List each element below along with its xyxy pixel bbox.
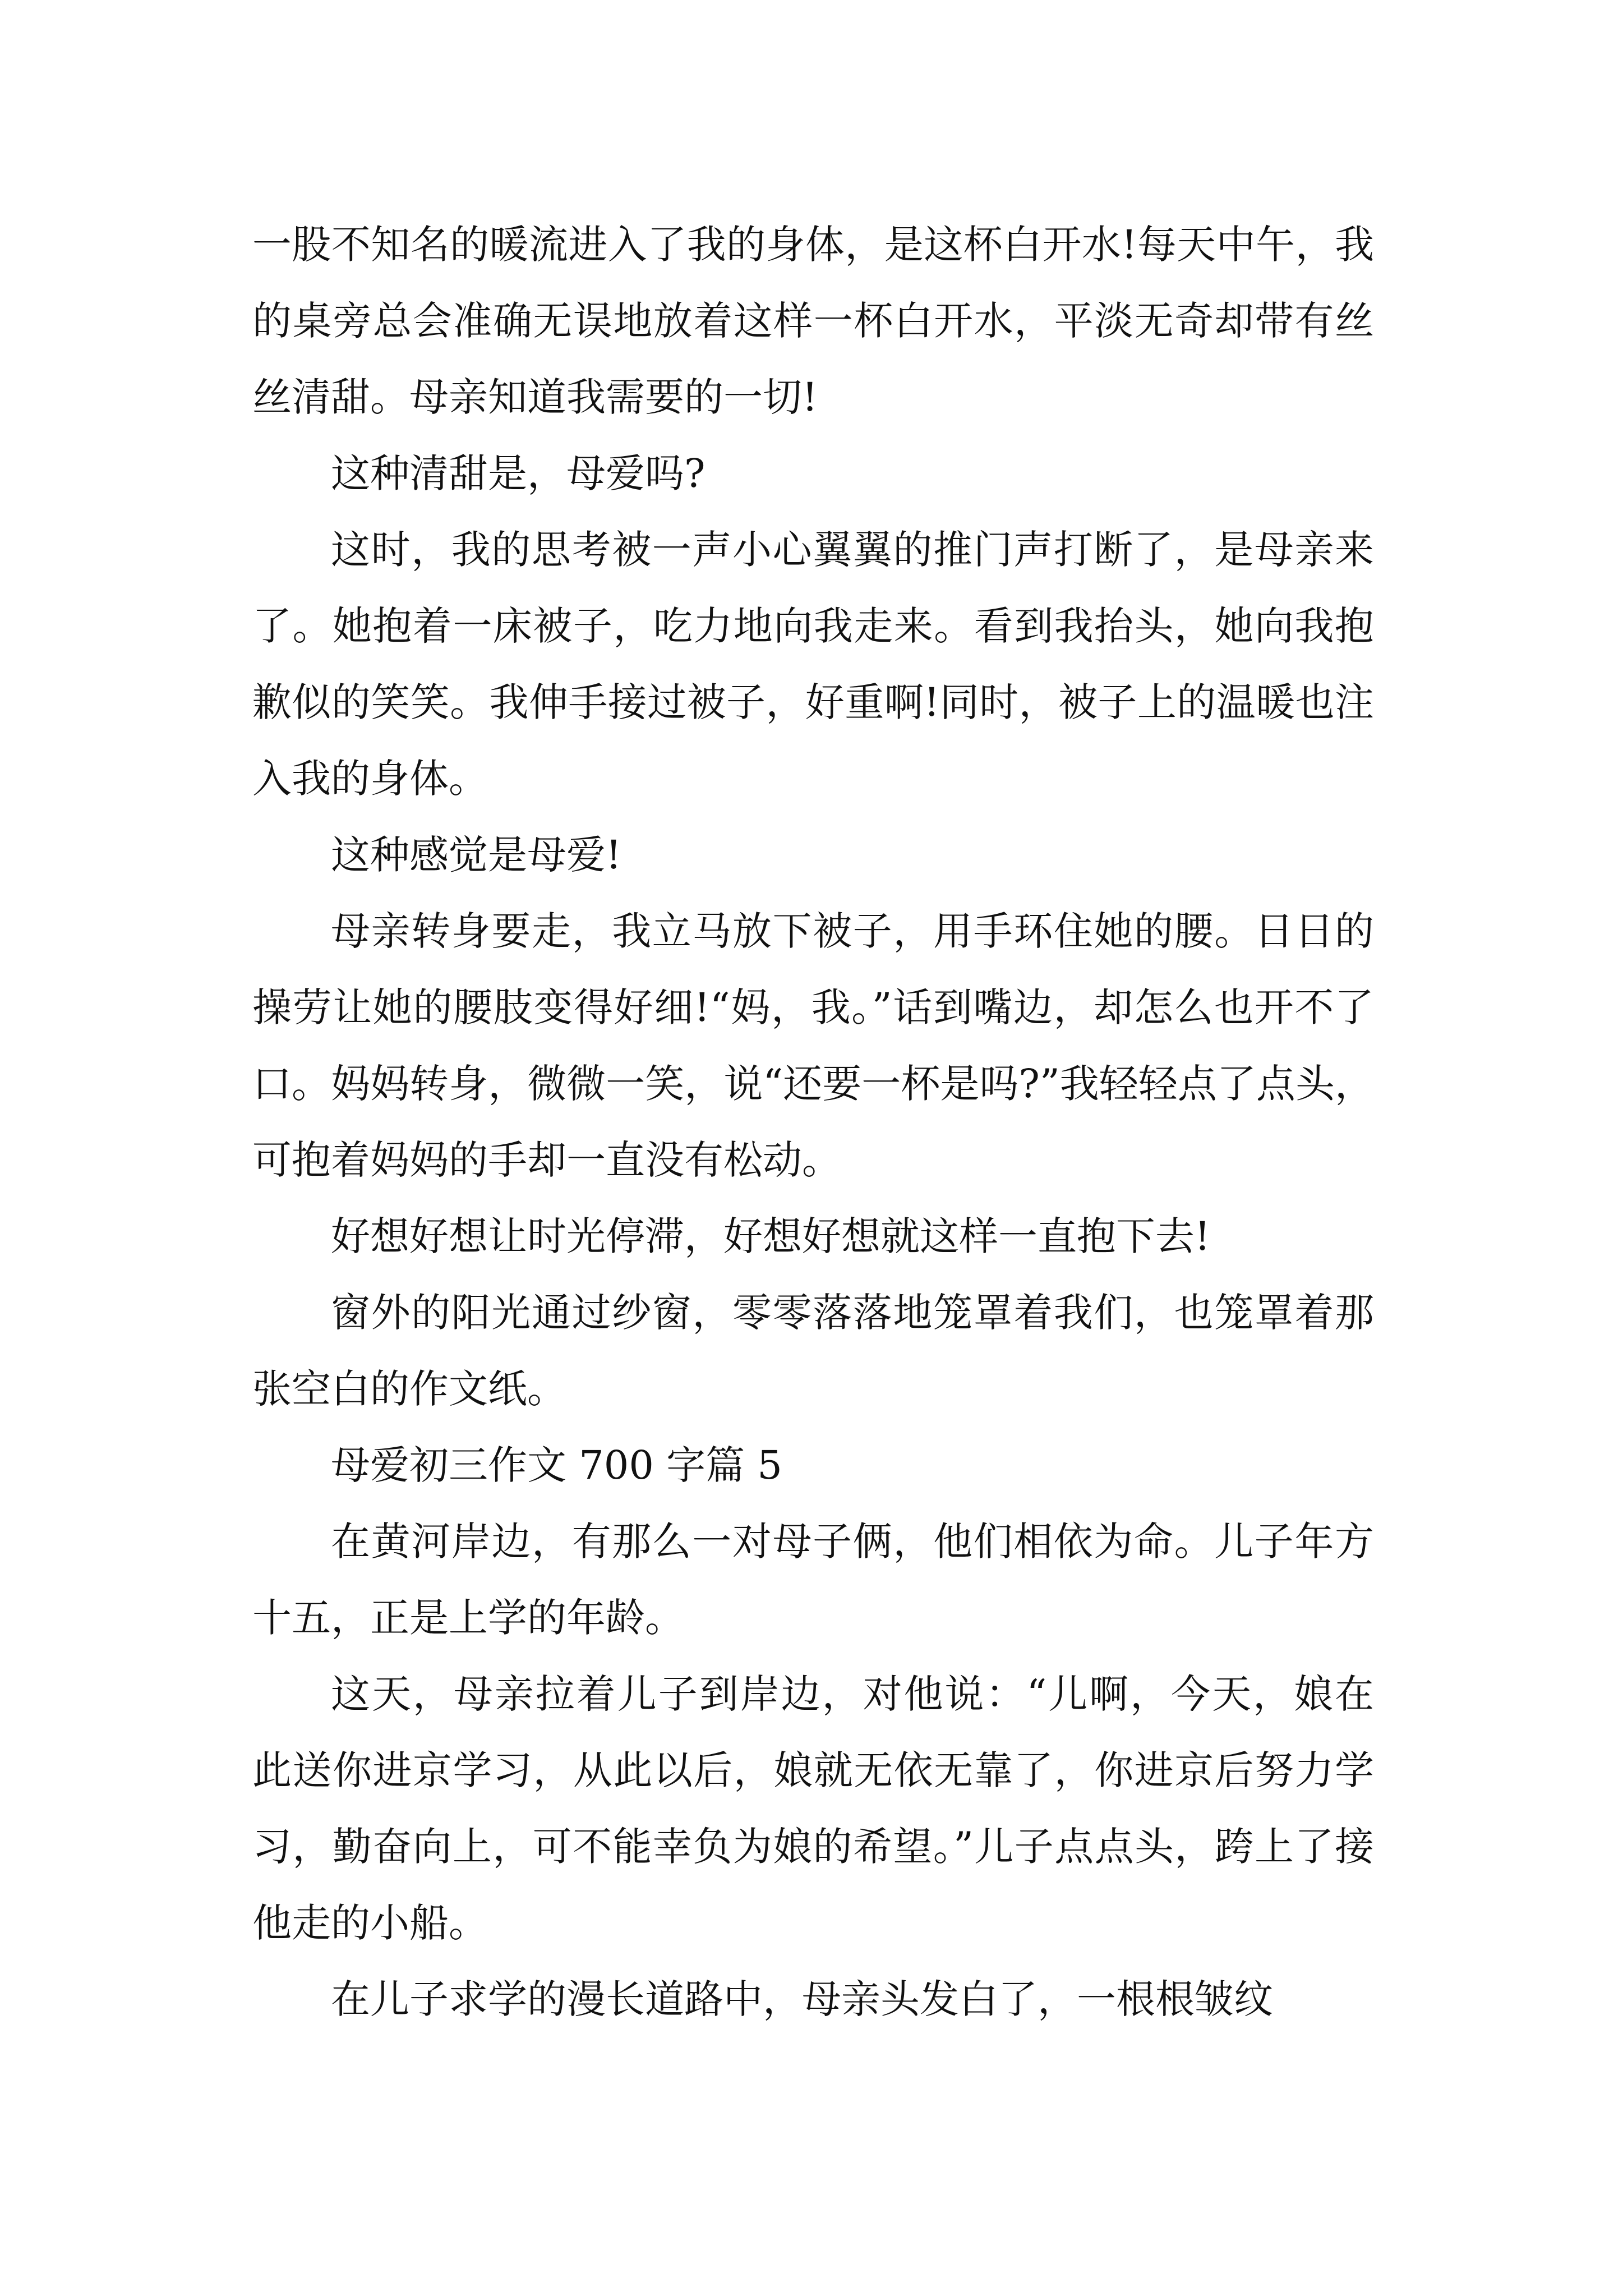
- paragraph-2: 这种清甜是，母爱吗?: [331, 450, 706, 496]
- paragraph-8: 在黄河岸边，有那么一对母子俩，他们相依为命。儿子年方十五，正是上学的年龄。: [252, 1519, 1374, 1641]
- paragraph-4: 这种感觉是母爱!: [331, 832, 622, 878]
- paragraph-10: 在儿子求学的漫长道路中，母亲头发白了，一根根皱纹: [331, 1976, 1273, 2022]
- paragraph-6: 好想好想让时光停滞，好想好想就这样一直抱下去!: [331, 1213, 1211, 1259]
- paragraph-1: 一股不知名的暖流进入了我的身体，是这杯白开水!每天中午，我的桌旁总会准确无误地放着这样一杯白开水，平淡无奇却带有丝丝清甜。母亲知道我需要的一切!: [252, 222, 1374, 420]
- paragraph-3: 这时，我的思考被一声小心翼翼的推门声打断了，是母亲来了。她抱着一床被子，吃力地向我走来。看到我抬头，她向我抱歉似的笑笑。我伸手接过被子，好重啊!同时，被子上的温暖也注入我的身体。: [252, 527, 1374, 802]
- section-heading: 母爱初三作文 700 字篇 5: [331, 1442, 782, 1488]
- paragraph-5: 母亲转身要走，我立马放下被子，用手环住她的腰。日日的操劳让她的腰肢变得好细!“妈，我。”话到嘴边，却怎么也开不了口。妈妈转身，微微一笑，说“还要一杯是吗?”我轻轻点了点头，可抱着妈妈的手却一直没有松动。: [252, 908, 1374, 1183]
- paragraph-7: 窗外的阳光通过纱窗，零零落落地笼罩着我们，也笼罩着那张空白的作文纸。: [252, 1290, 1374, 1412]
- paragraph-9: 这天，母亲拉着儿子到岸边，对他说：“儿啊，今天，娘在 此送你进京学习，从此以后，娘就无依无靠了，你进京后努力学习，勤奋向上，可不能幸负为娘的希望。”儿子点点头，跨上了接他走的小船。: [252, 1671, 1387, 1946]
- document-body: [252, 206, 1387, 2037]
